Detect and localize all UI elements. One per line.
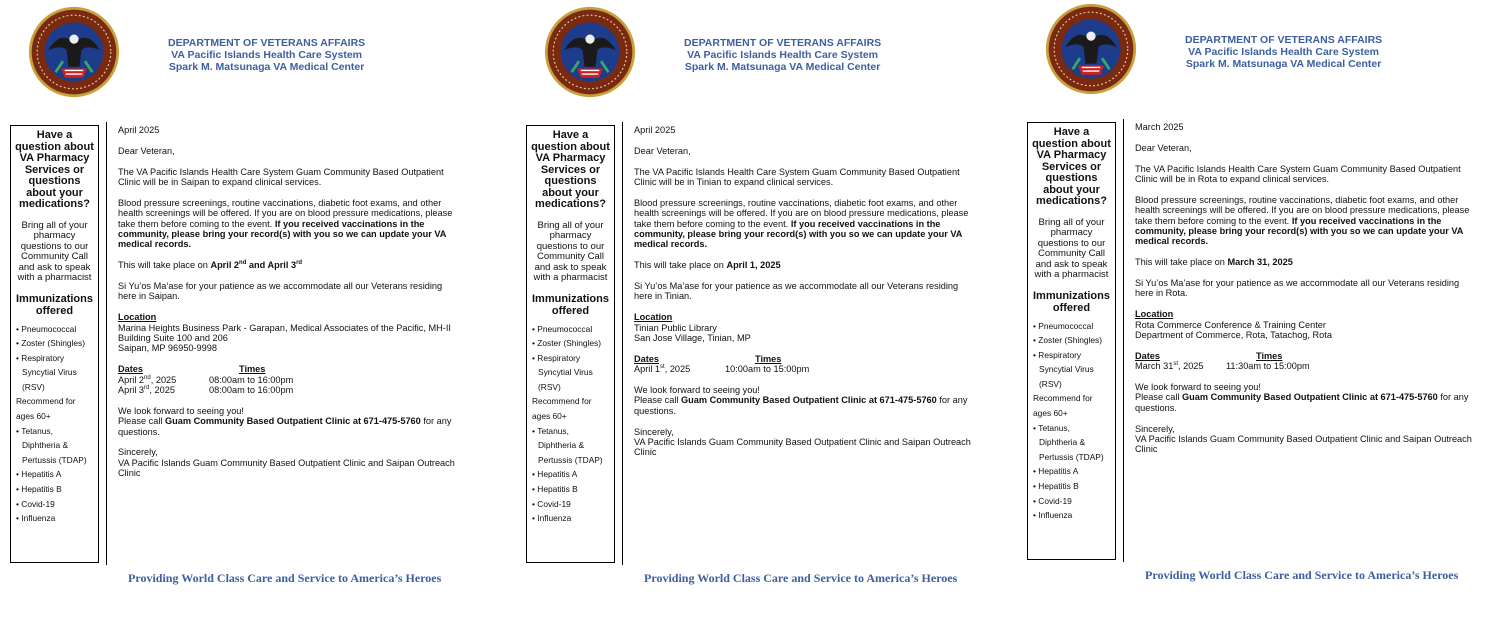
list-item: (RSV) (22, 381, 45, 392)
location-line: Marina Heights Business Park - Garapan, Medical Associates of the Pacific, MH-II Building Suite 100 and 206 (118, 322, 451, 344)
list-item: • Influenza (1033, 508, 1113, 523)
greeting: Dear Veteran, (634, 145, 691, 156)
event-dates (210, 260, 302, 270)
date-cell (634, 364, 725, 374)
sidebar-heading: Have a question about VA Pharmacy Services or questions about your medications? (1032, 126, 1111, 207)
list-item: ages 60+ (1033, 408, 1068, 419)
location-block (1135, 309, 1480, 340)
date-row (118, 385, 463, 395)
location-line: Saipan, MP 96950-9998 (118, 343, 217, 354)
location-line: Department of Commerce, Rota, Tatachog, Rota (1135, 330, 1332, 341)
footer-tagline: Providing World Class Care and Service to America’s Heroes (128, 571, 442, 585)
times-label: Times (239, 364, 266, 375)
date-cell (1135, 361, 1226, 371)
call-prefix: Please call (118, 416, 165, 427)
intro-paragraph: The VA Pacific Islands Health Care System Guam Community Based Outpatient Clinic will be in Rota to expand clinical services. (1135, 163, 1461, 184)
call-prefix: Please call (1135, 392, 1182, 403)
greeting: Dear Veteran, (118, 145, 175, 156)
letter-body (118, 125, 463, 479)
date-suffix: st (660, 364, 665, 371)
call-suffix: for any questions. (118, 416, 452, 437)
date-suffix: st (1173, 361, 1178, 368)
list-item: • Hepatitis A (16, 467, 96, 482)
list-item: • Hepatitis B (532, 482, 612, 497)
list-item: • Influenza (532, 511, 612, 526)
event-date-suffix: rd (296, 260, 303, 267)
date-rows (634, 364, 979, 374)
list-item: Pertussis (TDAP) (1039, 451, 1104, 462)
date-day: April 1 (634, 364, 661, 375)
call-suffix: for any questions. (1135, 392, 1469, 413)
list-item: • Zoster (Shingles) (532, 336, 612, 351)
location-line: Tinian Public Library (634, 322, 717, 333)
dept-name: DEPARTMENT OF VETERANS AFFAIRS (1185, 34, 1383, 46)
medical-center-name: Spark M. Matsunaga VA Medical Center (168, 61, 365, 73)
list-item: • Covid-19 (1033, 494, 1113, 509)
signature: VA Pacific Islands Guam Community Based Outpatient Clinic and Saipan Outreach Clinic (1135, 434, 1472, 455)
sidebar-heading: Have a question about VA Pharmacy Services or questions about your medications? (531, 129, 610, 210)
event-date-part: April 2 (210, 260, 240, 271)
medical-center-name: Spark M. Matsunaga VA Medical Center (684, 61, 881, 73)
pharmacy-sidebar (10, 125, 99, 563)
list-item: • Hepatitis A (532, 467, 612, 482)
sidebar-text: Bring all of your pharmacy questions to our Community Call and ask to speak with a pharmacist (533, 219, 608, 283)
letter-date: April 2025 (118, 125, 160, 135)
list-item: • Hepatitis B (1033, 479, 1113, 494)
list-item: Diphtheria & (538, 440, 585, 451)
greeting: Dear Veteran, (1135, 142, 1192, 153)
pharmacy-sidebar (1027, 122, 1116, 560)
letter-body (634, 125, 979, 458)
list-item: Diphtheria & (1039, 437, 1086, 448)
date-row (1135, 361, 1480, 371)
call-prefix: Please call (634, 395, 681, 406)
screening-text: Blood pressure screenings, routine vaccinations, diabetic foot exams, and other health screenings will be offered. If you are on blood pressure medications, please take them before coming to the event. (118, 197, 453, 229)
immunization-list (1030, 319, 1113, 523)
dates-times-table (118, 364, 463, 374)
va-seal-logo (1045, 3, 1137, 95)
list-item: • Pneumococcal (1033, 319, 1113, 334)
letter-body (1135, 122, 1480, 455)
health-system-name: VA Pacific Islands Health Care System (171, 49, 363, 61)
divider-line (106, 122, 107, 565)
list-item: • Tetanus, (16, 424, 96, 439)
sincerely: Sincerely, (1135, 423, 1175, 434)
time-cell: 08:00am to 16:00pm (209, 374, 294, 385)
list-item: • Hepatitis B (16, 482, 96, 497)
location-label: Location (1135, 309, 1174, 320)
clinic-phone: Guam Community Based Outpatient Clinic at 671-475-5760 (164, 416, 421, 427)
date-year: , 2025 (149, 385, 175, 396)
list-item: Syncytial Virus (22, 367, 77, 378)
clinic-phone: Guam Community Based Outpatient Clinic at 671-475-5760 (680, 395, 937, 406)
time-cell: 11:30am to 15:00pm (1226, 361, 1310, 372)
list-item: • Zoster (Shingles) (16, 336, 96, 351)
call-paragraph (118, 416, 463, 437)
event-date-line (1135, 257, 1480, 267)
call-paragraph (1135, 392, 1480, 413)
list-item: (RSV) (538, 381, 561, 392)
dates-label: Dates (634, 353, 660, 364)
dates-times-table (1135, 351, 1480, 361)
immunizations-heading: Immunizations offered (531, 292, 609, 317)
thanks-paragraph: Si Yu’os Ma’ase for your patience as we accommodate all our Veterans residing here in Saipan. (118, 281, 443, 302)
call-suffix: for any questions. (634, 395, 968, 416)
intro-paragraph: The VA Pacific Islands Health Care System Guam Community Based Outpatient Clinic will be in Saipan to expand clinical services. (118, 166, 444, 187)
dates-label: Dates (1135, 350, 1161, 361)
list-item: Diphtheria & (22, 440, 69, 451)
date-year: , 2025 (150, 374, 177, 385)
sidebar-heading: Have a question about VA Pharmacy Services or questions about your medications? (15, 129, 94, 210)
list-item: • Tetanus, (1033, 421, 1113, 436)
list-item: • Tetanus, (532, 424, 612, 439)
list-item: • Covid-19 (532, 497, 612, 512)
immunization-list (13, 322, 96, 526)
dept-name: DEPARTMENT OF VETERANS AFFAIRS (684, 37, 882, 49)
look-forward: We look forward to seeing you! (634, 385, 760, 396)
letter-date: April 2025 (634, 125, 676, 135)
list-item: • Pneumococcal (532, 322, 612, 337)
date-year: , 2025 (1177, 361, 1204, 372)
va-seal-logo (28, 6, 120, 98)
date-year: , 2025 (664, 364, 691, 375)
list-item: Recommend for (1033, 393, 1093, 404)
event-date-part: and April 3 (246, 260, 297, 271)
footer-tagline: Providing World Class Care and Service to America’s Heroes (644, 571, 958, 585)
thanks-paragraph: Si Yu’os Ma’ase for your patience as we accommodate all our Veterans residing here in Rota. (1135, 278, 1460, 299)
date-suffix: nd (144, 374, 151, 381)
dept-name: DEPARTMENT OF VETERANS AFFAIRS (168, 37, 366, 49)
screening-text: Blood pressure screenings, routine vaccinations, diabetic foot exams, and other health screenings will be offered. If you are on blood pressure medications, please take them before coming to the event. (634, 197, 969, 229)
list-item: Pertussis (TDAP) (538, 454, 603, 465)
letter-date: March 2025 (1135, 122, 1184, 132)
records-notice: If you received vaccinations in the community, please bring your record(s) with you so we can update your VA medical records. (118, 218, 447, 250)
medical-center-name: Spark M. Matsunaga VA Medical Center (1185, 58, 1382, 70)
list-item: ages 60+ (16, 411, 51, 422)
event-date-line (634, 260, 979, 270)
va-seal-logo (544, 6, 636, 98)
event-dates (1227, 257, 1292, 267)
location-line: San Jose Village, Tinian, MP (634, 333, 751, 344)
date-suffix: rd (144, 384, 150, 391)
immunizations-heading: Immunizations offered (1032, 289, 1110, 314)
org-header (1185, 34, 1382, 70)
date-rows (118, 375, 463, 396)
time-cell: 10:00am to 15:00pm (725, 364, 810, 375)
thanks-paragraph: Si Yu’os Ma’ase for your patience as we accommodate all our Veterans residing here in Tinian. (634, 281, 959, 302)
list-item: Syncytial Virus (538, 367, 593, 378)
location-block (634, 312, 979, 343)
records-notice: If you received vaccinations in the community, please bring your record(s) with you so we can update your VA medical records. (1135, 215, 1464, 247)
times-label: Times (1256, 350, 1283, 361)
date-day: April 3 (118, 385, 145, 396)
event-dates (726, 260, 780, 270)
event-date-part: April 1, 2025 (726, 260, 781, 271)
letter-page (516, 0, 1006, 628)
footer-tagline: Providing World Class Care and Service to America’s Heroes (1145, 568, 1459, 582)
org-header (684, 37, 881, 73)
list-item: Syncytial Virus (1039, 364, 1094, 375)
records-notice: If you received vaccinations in the community, please bring your record(s) with you so we can update your VA medical records. (634, 218, 963, 250)
pharmacy-sidebar (526, 125, 615, 563)
letter-page (1017, 0, 1502, 625)
dates-label: Dates (118, 364, 144, 375)
list-item: ages 60+ (532, 411, 567, 422)
list-item: Recommend for (16, 396, 76, 407)
immunization-list (529, 322, 612, 526)
date-cell (118, 375, 209, 385)
sidebar-text: Bring all of your pharmacy questions to our Community Call and ask to speak with a pharmacist (17, 219, 92, 283)
divider-line (622, 122, 623, 565)
location-label: Location (118, 312, 157, 323)
intro-paragraph: The VA Pacific Islands Health Care System Guam Community Based Outpatient Clinic will be in Tinian to expand clinical services. (634, 166, 960, 187)
times-label: Times (755, 353, 782, 364)
org-header (168, 37, 365, 73)
place-prefix: This will take place on (634, 260, 727, 271)
health-system-name: VA Pacific Islands Health Care System (1188, 46, 1380, 58)
call-paragraph (634, 395, 979, 416)
event-date-suffix: nd (239, 260, 247, 267)
list-item: • Respiratory (1033, 348, 1113, 363)
screening-text: Blood pressure screenings, routine vaccinations, diabetic foot exams, and other health screenings will be offered. If you are on blood pressure medications, please take them before coming to the event. (1135, 194, 1470, 226)
location-label: Location (634, 312, 673, 323)
health-system-name: VA Pacific Islands Health Care System (687, 49, 879, 61)
list-item: • Pneumococcal (16, 322, 96, 337)
list-item: • Hepatitis A (1033, 464, 1113, 479)
date-row (118, 375, 463, 385)
immunizations-heading: Immunizations offered (15, 292, 93, 317)
screening-paragraph (118, 198, 463, 250)
signature: VA Pacific Islands Guam Community Based Outpatient Clinic and Saipan Outreach Clinic (118, 457, 455, 479)
clinic-phone: Guam Community Based Outpatient Clinic at 671-475-5760 (1181, 392, 1438, 403)
event-date-part: March 31, 2025 (1227, 257, 1293, 268)
date-rows (1135, 361, 1480, 371)
event-date-line (118, 260, 463, 270)
screening-paragraph (634, 198, 979, 250)
date-row (634, 364, 979, 374)
dates-times-table (634, 354, 979, 364)
look-forward: We look forward to seeing you! (118, 405, 244, 416)
list-item: • Influenza (16, 511, 96, 526)
signature: VA Pacific Islands Guam Community Based Outpatient Clinic and Saipan Outreach Clinic (634, 437, 971, 458)
letter-page (0, 0, 490, 628)
list-item: • Respiratory (532, 351, 612, 366)
location-line: Rota Commerce Conference & Training Center (1135, 319, 1326, 330)
screening-paragraph (1135, 195, 1480, 247)
list-item: Pertussis (TDAP) (22, 454, 87, 465)
date-day: April 2 (118, 374, 145, 385)
divider-line (1123, 119, 1124, 562)
sidebar-text: Bring all of your pharmacy questions to our Community Call and ask to speak with a pharmacist (1034, 216, 1109, 280)
sincerely: Sincerely, (634, 426, 674, 437)
list-item: • Covid-19 (16, 497, 96, 512)
place-prefix: This will take place on (1135, 257, 1228, 268)
look-forward: We look forward to seeing you! (1135, 382, 1261, 393)
sincerely: Sincerely, (118, 447, 158, 458)
list-item: (RSV) (1039, 378, 1062, 389)
list-item: • Zoster (Shingles) (1033, 333, 1113, 348)
place-prefix: This will take place on (118, 260, 211, 271)
time-cell: 08:00am to 16:00pm (209, 385, 294, 396)
date-cell (118, 385, 209, 395)
list-item: • Respiratory (16, 351, 96, 366)
list-item: Recommend for (532, 396, 592, 407)
date-day: March 31 (1135, 361, 1174, 372)
location-block (118, 312, 463, 354)
